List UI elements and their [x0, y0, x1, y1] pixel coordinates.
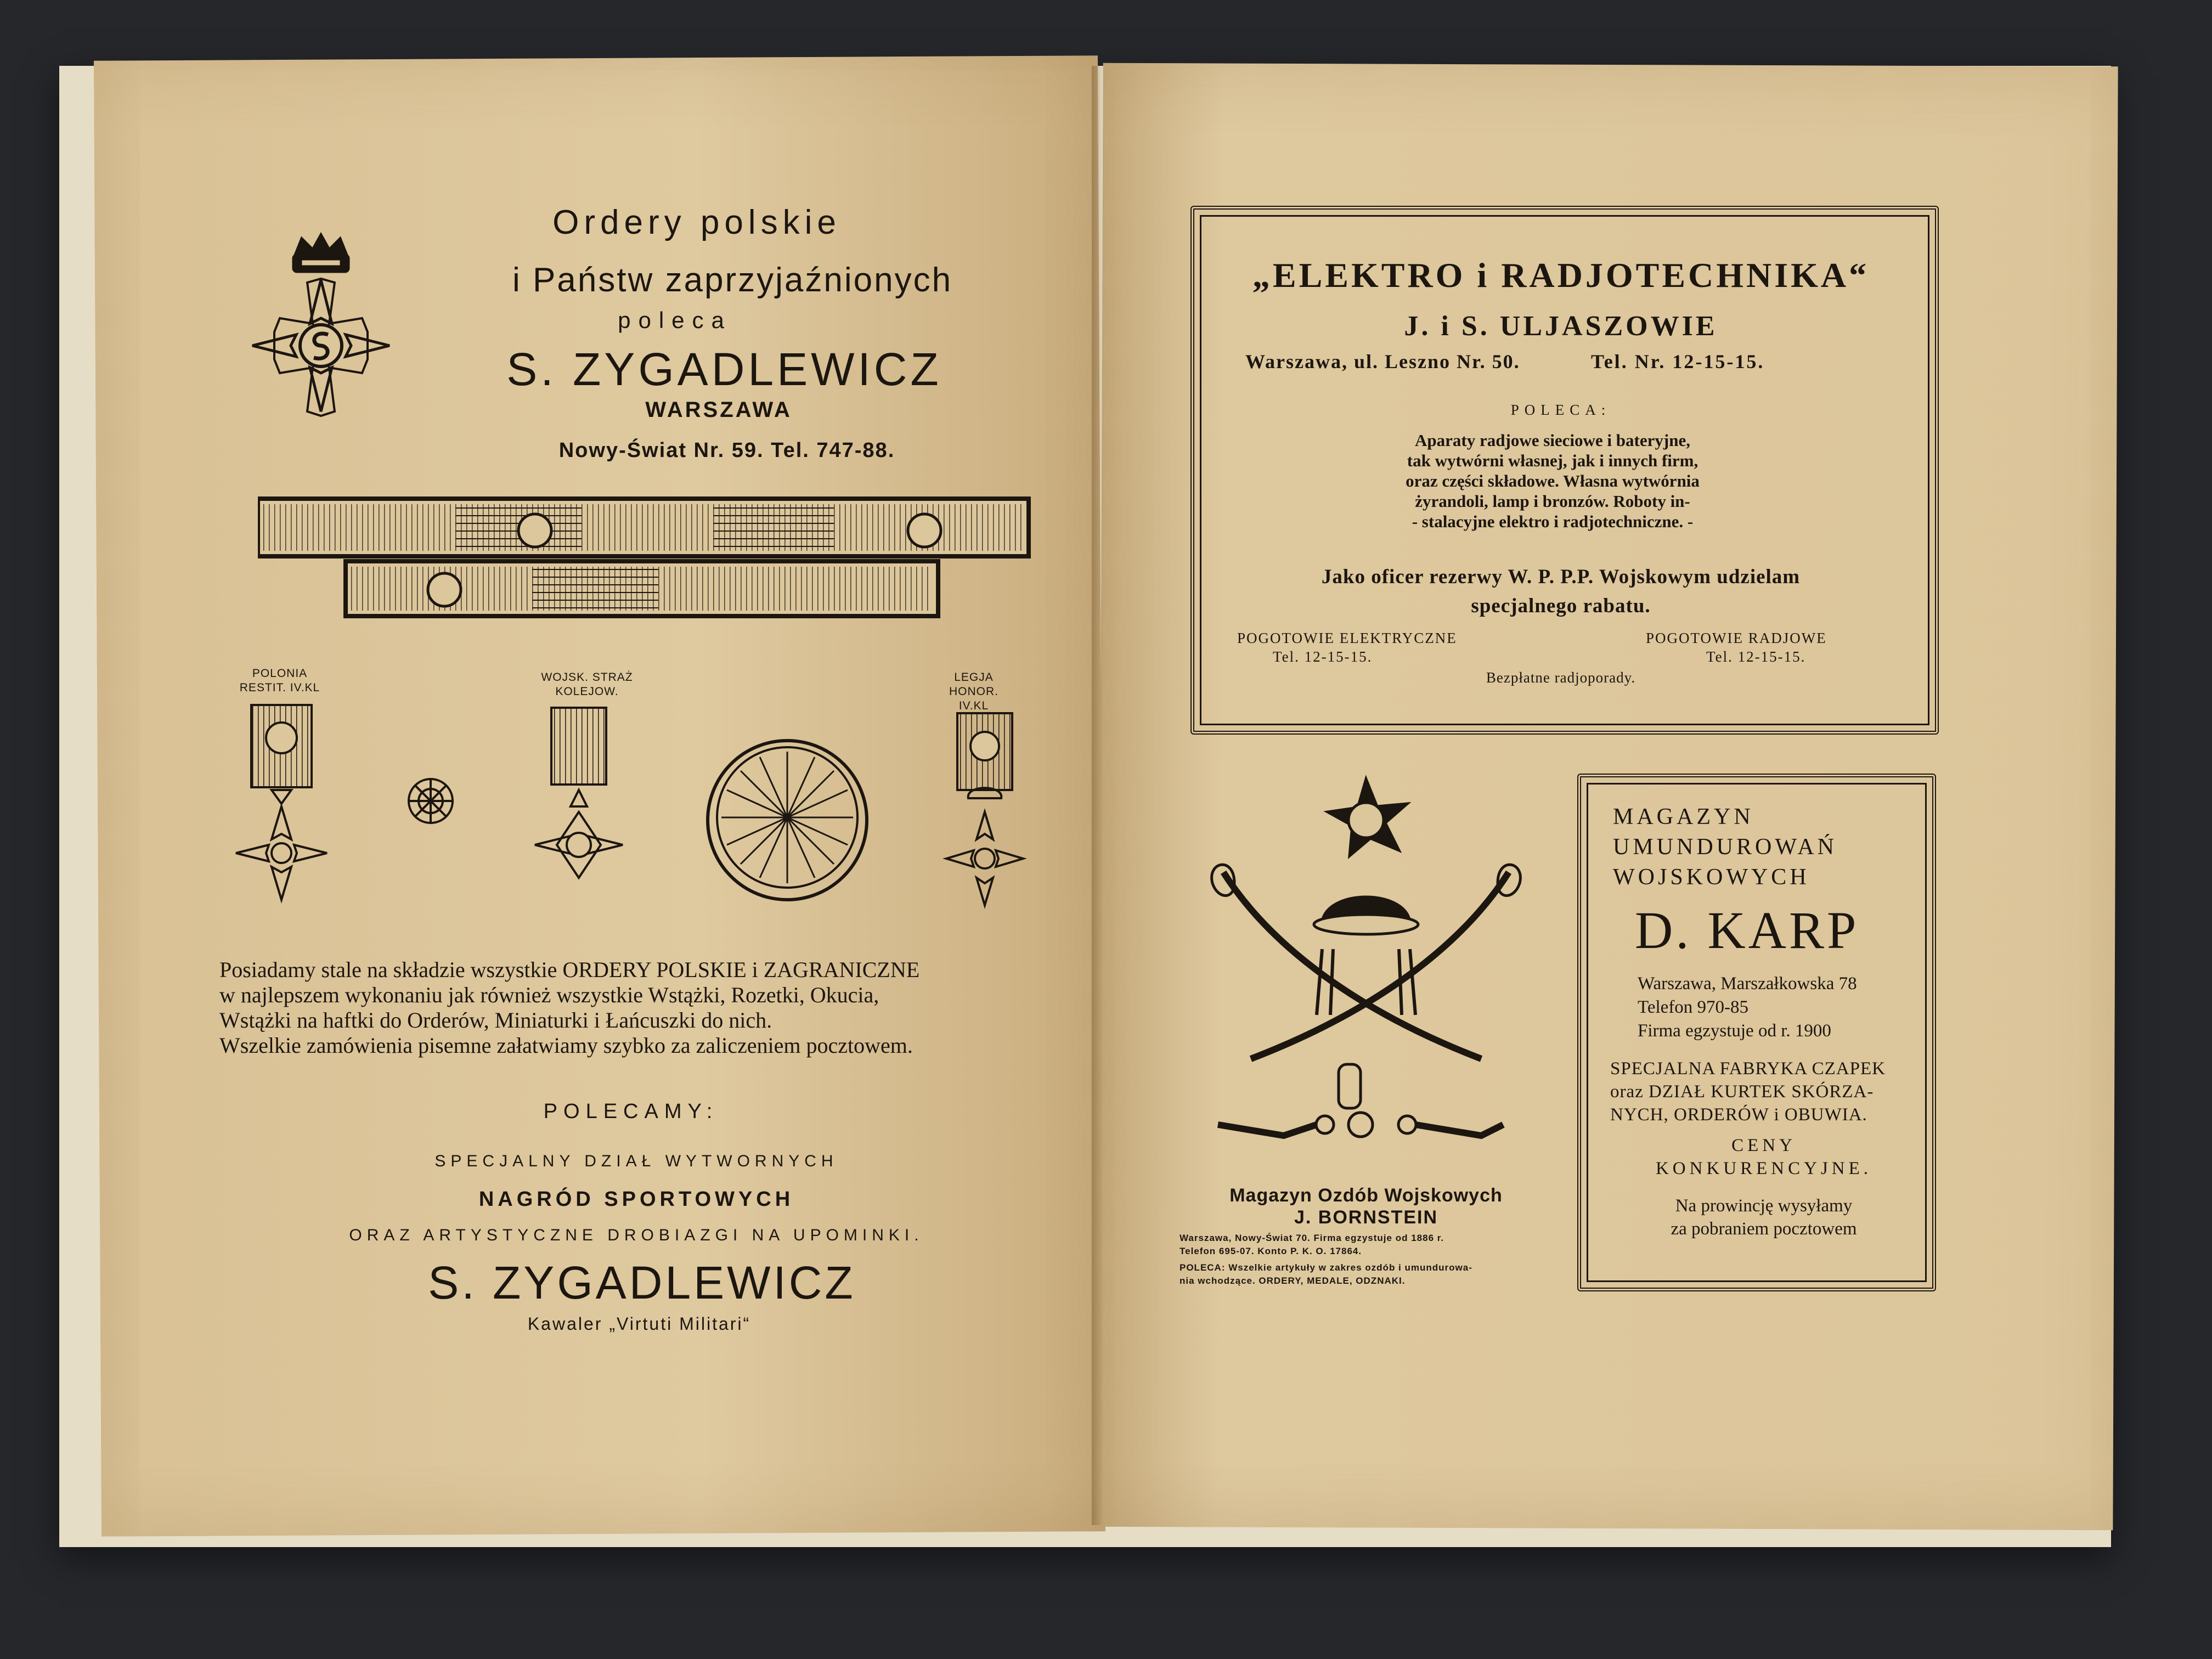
karp-provinces-line1: Na prowincję wysyłamy	[1675, 1196, 1853, 1216]
bornstein-line3: POLECA: Wszelkie artykuły w zakres ozdób i umundurowa-	[1180, 1262, 1472, 1273]
elektro-tel: Tel. Nr. 12-15-15.	[1591, 351, 1765, 373]
karp-line1: MAGAZYN	[1613, 804, 1754, 830]
left-paragraph-line2: w najlepszem wykonaniu jak również wszystkie Wstążki, Rozetki, Okucia,	[219, 983, 879, 1007]
left-paragraph-line4: Wszelkie zamówienia pisemne załatwiamy szybko za zaliczeniem pocztowem.	[219, 1033, 913, 1058]
elektro-officer-line2: specjalnego rabatu.	[1471, 595, 1651, 617]
pogotowie-radjowe: POGOTOWIE RADJOWE	[1646, 630, 1827, 646]
left-title-line3: poleca	[618, 307, 732, 333]
bornstein-line1: Warszawa, Nowy-Świat 70. Firma egzystuje od 1886 r.	[1180, 1233, 1444, 1243]
elektro-title: „ELEKTRO i RADJOTECHNIKA“	[1252, 256, 1870, 295]
left-title-line1: Ordery polskie	[552, 204, 841, 241]
crown-cross-emblem	[236, 230, 406, 450]
pogotowie-radjowe-tel: Tel. 12-15-15.	[1706, 648, 1806, 665]
company-city: WARSZAWA	[645, 398, 792, 422]
military-insignia-illustration	[1196, 774, 1536, 1180]
bornstein-line4: nia wchodzące. ORDERY, MEDALE, ODZNAKI.	[1180, 1276, 1406, 1286]
karp-ceny-line2: KONKURENCYJNE.	[1655, 1159, 1872, 1178]
elektro-line5: - stalacyjne elektro i radjotechniczne. -	[1412, 512, 1694, 531]
elektro-address: Warszawa, ul. Leszno Nr. 50.	[1245, 351, 1520, 373]
karp-address: Warszawa, Marszałkowska 78	[1638, 974, 1857, 994]
medal-label-polonia: POLONIA RESTIT. IV.KL	[239, 667, 320, 694]
elektro-line4: żyrandoli, lamp i bronzów. Roboty in-	[1415, 492, 1690, 511]
elektro-officer-line1: Jako oficer rezerwy W. P. P.P. Wojskowym udzielam	[1321, 566, 1801, 588]
karp-spec-line2: oraz DZIAŁ KURTEK SKÓRZA-	[1610, 1082, 1874, 1102]
bornstein-name: J. BORNSTEIN	[1294, 1207, 1438, 1228]
kawaler-line: Kawaler „Virtuti Militari“	[527, 1314, 751, 1334]
karp-spec-line1: SPECJALNA FABRYKA CZAPEK	[1610, 1059, 1886, 1079]
bornstein-title: Magazyn Ozdób Wojskowych	[1229, 1185, 1503, 1206]
bezplatne-radjoporady: Bezpłatne radjoporady.	[1486, 669, 1636, 686]
left-paragraph-line3: Wstążki na haftki do Orderów, Miniaturki i Łańcuszki do nich.	[219, 1008, 772, 1032]
karp-name: D. KARP	[1635, 901, 1859, 960]
karp-ceny-line1: CENY	[1731, 1136, 1796, 1155]
left-paragraph-line1: Posiadamy stale na składzie wszystkie ORDERY POLSKIE i ZAGRANICZNE	[219, 957, 920, 982]
elektro-owners: J. i S. ULJASZOWIE	[1404, 311, 1718, 342]
karp-since: Firma egzystuje od r. 1900	[1638, 1021, 1831, 1041]
ribbon-bars-illustration	[258, 496, 1031, 623]
page-gutter	[1092, 66, 1111, 1525]
karp-provinces-line2: za pobraniem pocztowem	[1671, 1219, 1857, 1239]
pogotowie-elektryczne-tel: Tel. 12-15-15.	[1273, 648, 1373, 665]
medal-label-legja: LEGJA HONOR. IV.KL	[949, 671, 998, 712]
specjalny-line: SPECJALNY DZIAŁ WYTWORNYCH	[435, 1152, 838, 1170]
elektro-line1: Aparaty radjowe sieciowe i bateryjne,	[1415, 431, 1690, 450]
elektro-poleca: POLECA:	[1510, 402, 1611, 418]
medals-illustration	[219, 702, 1053, 933]
bornstein-line2: Telefon 695-07. Konto P. K. O. 17864.	[1180, 1246, 1362, 1256]
left-title-line2: i Państw zaprzyjaźnionych	[512, 261, 953, 299]
oraz-line: ORAZ ARTYSTYCZNE DROBIAZGI NA UPOMINKI.	[349, 1226, 924, 1244]
medal-label-wojsk: WOJSK. STRAŻ KOLEJOW.	[541, 671, 633, 698]
elektro-line2: tak wytwórni własnej, jak i innych firm,	[1407, 451, 1699, 470]
karp-phone: Telefon 970-85	[1638, 997, 1749, 1017]
karp-spec-line3: NYCH, ORDERÓW i OBUWIA.	[1610, 1105, 1867, 1125]
nagrod-line: NAGRÓD SPORTOWYCH	[478, 1188, 794, 1211]
company-name: S. ZYGADLEWICZ	[506, 343, 942, 395]
company-address: Nowy-Świat Nr. 59. Tel. 747-88.	[558, 439, 895, 462]
company-name-bottom: S. ZYGADLEWICZ	[428, 1257, 856, 1308]
karp-line2: UMUNDUROWAŃ	[1613, 834, 1837, 860]
polecamy-heading: POLECAMY:	[543, 1100, 719, 1123]
karp-line3: WOJSKOWYCH	[1613, 865, 1810, 890]
elektro-line3: oraz części składowe. Własna wytwórnia	[1406, 471, 1700, 490]
pogotowie-elektryczne: POGOTOWIE ELEKTRYCZNE	[1237, 630, 1457, 646]
